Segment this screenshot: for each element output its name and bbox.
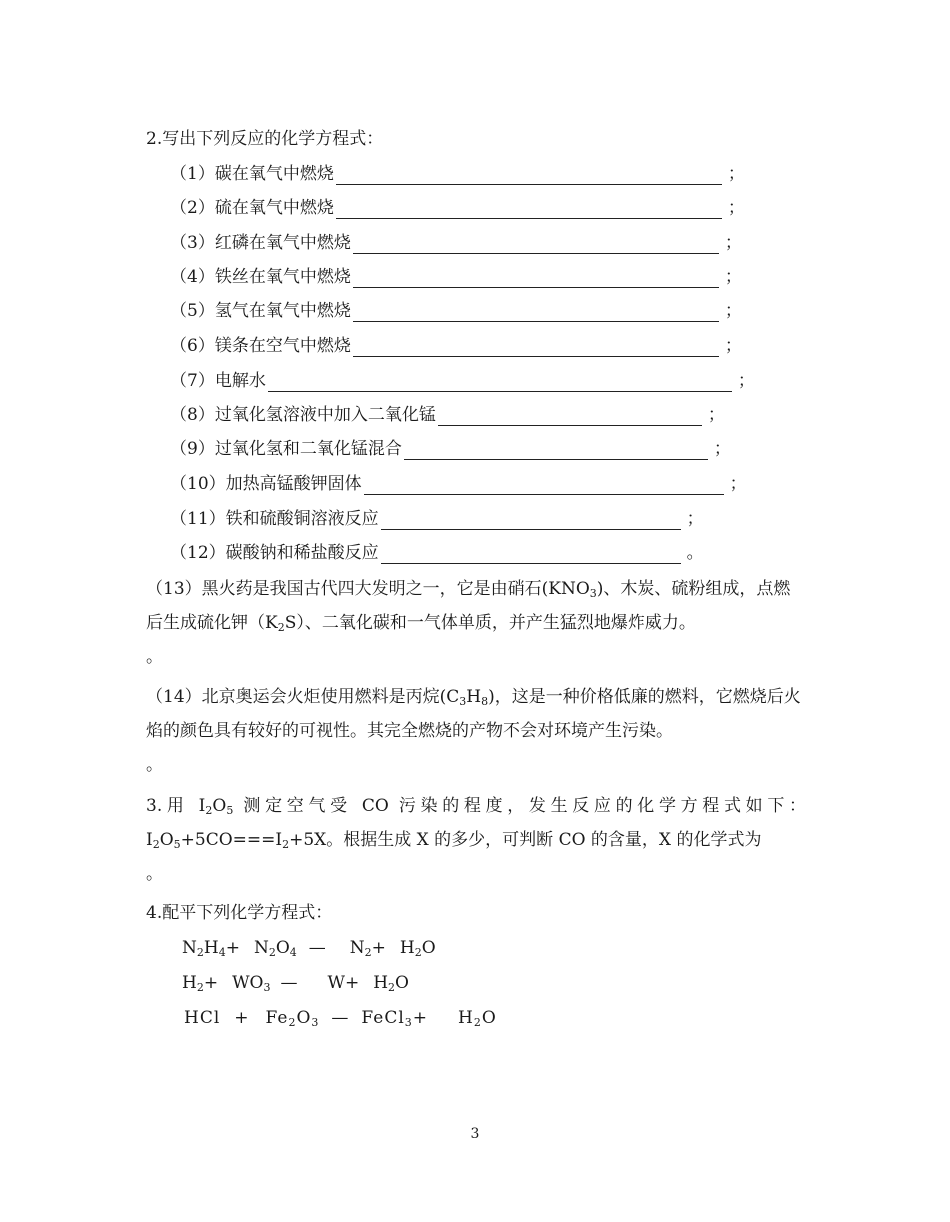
q2-item-11 <box>170 508 704 530</box>
answer-blank[interactable] <box>404 441 708 460</box>
item-label: （12）碳酸钠和稀盐酸反应 <box>170 543 379 563</box>
item-13-answer-line[interactable]: 。 <box>146 647 163 667</box>
answer-blank[interactable] <box>381 511 681 530</box>
q3 <box>146 789 806 891</box>
answer-blank[interactable] <box>364 476 724 495</box>
q2-item-5 <box>170 300 742 322</box>
item-label: （8）过氧化氢溶液中加入二氧化锰 <box>170 405 436 425</box>
item-label: （10）加热高锰酸钾固体 <box>170 474 362 494</box>
q2-item-2 <box>170 197 745 219</box>
item-label: （9）过氧化氢和二氧化锰混合 <box>170 439 402 459</box>
item-label: （6）镁条在空气中燃烧 <box>170 336 351 356</box>
answer-blank[interactable] <box>353 235 719 254</box>
item-label: （2）硫在氧气中燃烧 <box>170 198 334 218</box>
answer-blank[interactable] <box>268 373 732 392</box>
answer-blank[interactable] <box>353 269 719 288</box>
item-end-punct: ； <box>727 198 745 218</box>
answer-blank[interactable] <box>336 200 722 219</box>
q3-answer-line[interactable]: 。 <box>146 864 163 884</box>
item-13-text: （13）黑火药是我国古代四大发明之一，它是由硝石$(KNO_3)$、木炭、硫粉组成，点燃后生成硫化钾$(K_2S)$、二氧化碳和一气体单质，并产生猛烈地爆炸威力。 <box>146 579 791 634</box>
answer-blank[interactable] <box>438 407 702 426</box>
item-label: （4）铁丝在氧气中燃烧 <box>170 267 351 287</box>
q2-item-9 <box>170 438 731 460</box>
item-end-punct: ； <box>724 301 742 321</box>
answer-blank[interactable] <box>381 545 681 564</box>
q2-item-6 <box>170 335 742 357</box>
equation-3: HCl + $Fe_2O_3$ — FeCl$_3$+ $H_2O$ <box>184 1008 497 1029</box>
answer-blank[interactable] <box>336 166 722 185</box>
answer-blank[interactable] <box>353 338 719 357</box>
item-label: （11）铁和硫酸铜溶液反应 <box>170 509 379 529</box>
q2-item-8 <box>170 404 725 426</box>
q2-item-3 <box>170 232 742 254</box>
q2-item-4 <box>170 266 742 288</box>
item-end-punct: ； <box>729 474 747 494</box>
item-end-punct: ； <box>686 509 704 529</box>
q3-text: 3.用 $I_2O_5$ 测定空气受 CO 污染的程度，发生反应的化学方程式如下：$I_2O_5+5CO===I_2+5X$。根据生成 X 的多少，可判断 CO 的含量，X 的化学式为 <box>146 796 807 851</box>
item-end-punct: ； <box>727 164 745 184</box>
item-label: （5）氢气在氧气中燃烧 <box>170 301 351 321</box>
q2-item-10 <box>170 473 747 495</box>
item-label: （3）红磷在氧气中燃烧 <box>170 233 351 253</box>
q2-item-1 <box>170 163 745 185</box>
item-end-punct: ； <box>724 267 742 287</box>
item-14-text: （14）北京奥运会火炬使用燃料是丙烷$(C_3H_8)$，这是一种价格低廉的燃料，它燃烧后火焰的颜色具有较好的可视性。其完全燃烧的产物不会对环境产生污染。 <box>146 687 801 741</box>
q2-item-14 <box>146 680 806 782</box>
q2-item-12 <box>170 542 704 564</box>
answer-blank[interactable] <box>353 303 719 322</box>
item-end-punct: 。 <box>686 543 704 563</box>
page-number: 3 <box>470 1126 480 1142</box>
q2-item-13 <box>146 572 806 674</box>
q2-item-7 <box>170 370 755 392</box>
item-end-punct: ； <box>737 371 755 391</box>
item-14-answer-line[interactable]: 。 <box>146 755 163 775</box>
item-end-punct: ； <box>724 336 742 356</box>
q2-heading: 2.写出下列反应的化学方程式： <box>146 129 384 149</box>
item-label: （7）电解水 <box>170 371 266 391</box>
equation-2: $H_2+ WO_3$ — $W+ H_2O$ <box>182 973 409 994</box>
q4-heading: 4.配平下列化学方程式： <box>146 903 333 923</box>
item-label: （1）碳在氧气中燃烧 <box>170 164 334 184</box>
equation-1: $N_2H_4+ N_2O_4$ — $N_2+ H_2O$ <box>182 938 436 959</box>
item-end-punct: ； <box>724 233 742 253</box>
item-end-punct: ； <box>707 405 725 425</box>
item-end-punct: ； <box>713 439 731 459</box>
